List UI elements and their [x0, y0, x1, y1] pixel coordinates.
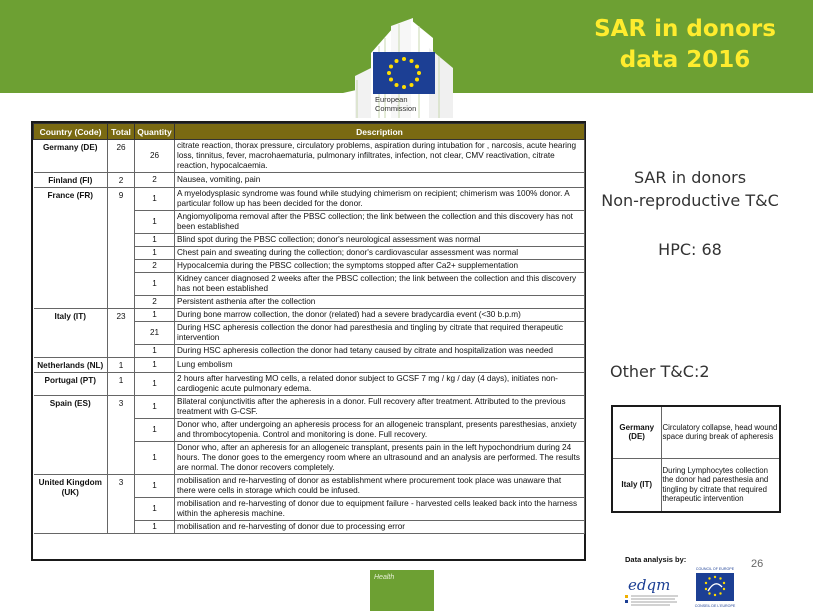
quantity-cell: 1: [135, 521, 175, 534]
table-row: [34, 475, 585, 498]
total-cell: 23: [108, 309, 135, 358]
council-of-europe-logo: [688, 565, 742, 610]
description-cell: Nausea, vomiting, pain: [175, 173, 585, 188]
quantity-cell: 1: [135, 345, 175, 358]
description-cell: A myelodysplasic syndrome was found while studying chimerism on recipient; chimerism was 100% donor. A particular follow up has been decided for the donor.: [175, 188, 585, 211]
table-header-row: [34, 124, 585, 140]
quantity-cell: 1: [135, 419, 175, 442]
quantity-cell: 1: [135, 396, 175, 419]
country-cell: Finland (FI): [34, 173, 108, 188]
total-cell: 1: [108, 358, 135, 373]
description-cell: Persistent asthenia after the collection: [175, 296, 585, 309]
quantity-cell: 2: [135, 296, 175, 309]
description-cell: Angiomyolipoma removal after the PBSC collection; the link between the collection and this discovery has not been established: [175, 211, 585, 234]
european-commission-label: European Commission: [375, 95, 417, 113]
health-box: [370, 570, 434, 611]
description-cell: Chest pain and sweating during the collection; donor's cardiovascular assessment was normal: [175, 247, 585, 260]
right-summary-title: [590, 166, 790, 212]
quantity-cell: 1: [135, 211, 175, 234]
slide-title-line1: SAR in donors: [594, 16, 776, 42]
country-cell: Spain (ES): [34, 396, 108, 475]
table-row: [34, 396, 585, 419]
total-cell: 3: [108, 396, 135, 475]
other-tc-table: [611, 405, 781, 513]
summary-line1: SAR in donors: [633, 168, 747, 187]
table-row: [613, 407, 779, 458]
description-cell: citrate reaction, thorax pressure, circulatory problems, aspiration during intubation for , narcosis, acute hearing loss, tinnitus, fever, macrohaematuria, pulmonary infiltrates, infection, not clear, CMV reactivation, citrate reaction, hypocalcaemia.: [175, 140, 585, 173]
description-cell: During bone marrow collection, the donor (related) had a severe bradycardia event (<30 b.p.m): [175, 309, 585, 322]
country-cell: Portugal (PT): [34, 373, 108, 396]
svg-text:CONSEIL DE L'EUROPE: CONSEIL DE L'EUROPE: [694, 604, 736, 608]
edqm-logo: [620, 566, 682, 608]
country-cell: Italy (IT): [34, 309, 108, 358]
total-cell: 2: [108, 173, 135, 188]
quantity-cell: 1: [135, 475, 175, 498]
quantity-cell: 1: [135, 188, 175, 211]
quantity-cell: 21: [135, 322, 175, 345]
col-header-quantity: Quantity: [135, 124, 175, 140]
country-cell: Netherlands (NL): [34, 358, 108, 373]
health-label: Health: [374, 574, 395, 581]
country-cell: France (FR): [34, 188, 108, 309]
side-desc-cell: During Lymphocytes collection the donor had paresthesia and tingling by citrate that required therapeutic intervention: [662, 465, 769, 504]
table-row: [34, 173, 585, 188]
other-tc-count: Other T&C:2: [610, 362, 710, 381]
quantity-cell: 2: [135, 260, 175, 273]
description-cell: mobilisation and re-harvesting of donor as establishment where procurement took place was unaware that there were cells in storage which could be infused.: [175, 475, 585, 498]
description-cell: Donor who, after undergoing an apheresis process for an allogeneic transplant, presents paresthesias, anxiety and thrombocytopenia. Control and monitoring is done. Full recovery.: [175, 419, 585, 442]
table-row: [613, 458, 779, 511]
quantity-cell: 1: [135, 247, 175, 260]
description-cell: 2 hours after harvesting MO cells, a related donor subject to GCSF 7 mg / kg / day (4 days), initiates non-cardiogenic acute pulmonary edema.: [175, 373, 585, 396]
quantity-cell: 1: [135, 442, 175, 475]
total-cell: 3: [108, 475, 135, 534]
summary-line2: Non-reproductive T&C: [601, 191, 779, 210]
quantity-cell: 2: [135, 173, 175, 188]
total-cell: 9: [108, 188, 135, 309]
hpc-count: HPC: 68: [658, 240, 722, 259]
svg-text:COUNCIL OF EUROPE: COUNCIL OF EUROPE: [695, 567, 735, 571]
description-cell: During HSC apheresis collection the donor had tetany caused by citrate and hospitalization was needed: [175, 345, 585, 358]
main-table: [33, 123, 585, 534]
quantity-cell: 26: [135, 140, 175, 173]
side-table: [613, 407, 779, 511]
quantity-cell: 1: [135, 358, 175, 373]
side-desc-cell: Circulatory collapse, head wound space during break of apheresis: [661, 407, 779, 458]
country-cell: Germany (DE): [34, 140, 108, 173]
slide-title: [585, 14, 785, 76]
description-cell: Bilateral conjunctivitis after the apheresis in a donor. Full recovery after treatment. Attributed to the previous treatment with G-CSF.: [175, 396, 585, 419]
quantity-cell: 1: [135, 373, 175, 396]
sar-donors-table: [31, 121, 586, 561]
edqm-wordmark: edqm: [628, 576, 671, 594]
description-cell: mobilisation and re-harvesting of donor due to processing error: [175, 521, 585, 534]
table-row: [34, 309, 585, 322]
table-row: [34, 188, 585, 211]
description-cell: Kidney cancer diagnosed 2 weeks after the PBSC collection; the link between the collection and this discovery has not been established: [175, 273, 585, 296]
description-cell: Donor who, after an apheresis for an allogeneic transplant, presents pain in the left hypochondrium during 24 hours. The donor goes to the emergency room where an ultrasound and an analysis are performed. The results are normal. The donor recovers completely.: [175, 442, 585, 475]
page-number: 26: [751, 558, 764, 570]
description-cell: Lung embolism: [175, 358, 585, 373]
description-cell: During HSC apheresis collection the donor had paresthesia and tingling by citrate that required therapeutic intervention: [175, 322, 585, 345]
slide-title-line2: data 2016: [619, 47, 751, 73]
total-cell: 1: [108, 373, 135, 396]
col-header-total: Total: [108, 124, 135, 140]
side-country-cell: Germany (DE): [613, 407, 661, 458]
quantity-cell: 1: [135, 309, 175, 322]
col-header-country: Country (Code): [34, 124, 108, 140]
col-header-description: Description: [175, 124, 585, 140]
quantity-cell: 1: [135, 234, 175, 247]
table-row: [34, 358, 585, 373]
country-cell: United Kingdom (UK): [34, 475, 108, 534]
quantity-cell: 1: [135, 273, 175, 296]
side-country-cell: Italy (IT): [613, 458, 661, 511]
data-analysis-label: Data analysis by:: [625, 555, 687, 564]
description-cell: Blind spot during the PBSC collection; donor's neurological assessment was normal: [175, 234, 585, 247]
description-cell: mobilisation and re-harvesting of donor due to equipment failure - harvested cells leaked back into the harness within the apheresis machine.: [175, 498, 585, 521]
table-row: [34, 140, 585, 173]
total-cell: 26: [108, 140, 135, 173]
table-row: [34, 373, 585, 396]
description-cell: Hypocalcemia during the PBSC collection; the symptoms stopped after Ca2+ supplementation: [175, 260, 585, 273]
quantity-cell: 1: [135, 498, 175, 521]
